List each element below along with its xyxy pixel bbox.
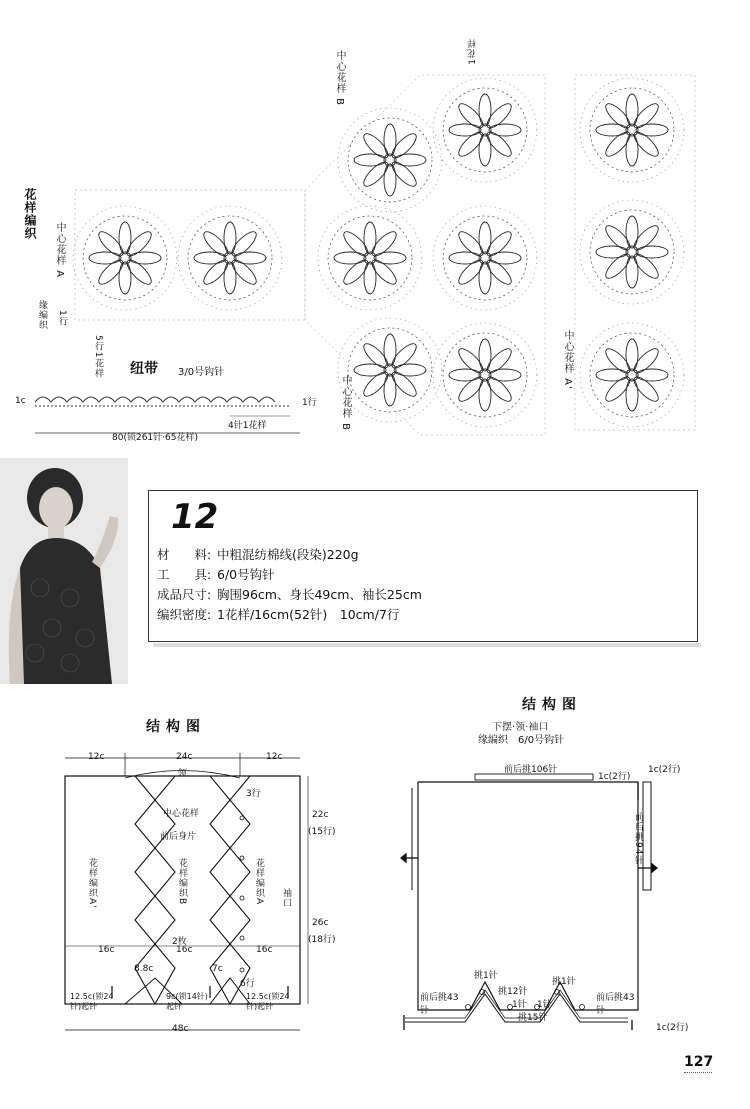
pick-43-right: 前后挑43针: [596, 993, 635, 1016]
gauge-label: 编织密度:: [157, 607, 212, 622]
five-rows-label: 5行1花样: [93, 335, 103, 379]
center-b-top-label: 中心花样 B: [334, 50, 345, 107]
pick-94-label: 前后挑94针: [633, 812, 643, 866]
size-row: [157, 585, 422, 603]
pick-15-label: 挑15针: [518, 1013, 548, 1023]
size-label: 成品尺寸:: [157, 587, 212, 602]
dim-26c: 26c: [312, 918, 329, 928]
start-left-label: 12.5c(锁24针)起针: [70, 992, 114, 1011]
two-pieces-label: 2枚: [172, 937, 187, 947]
edge-knit-label: 缘编织: [37, 300, 47, 330]
material-value: 中粗混纺棉线(段染)220g: [217, 547, 359, 562]
pick-106-label: 前后挑106针: [504, 765, 558, 775]
pick-1-left: 挑1针: [474, 971, 498, 981]
page-number: 127: [684, 1054, 714, 1070]
pattern-b-label: 花样编织B: [177, 858, 187, 906]
button-band-hook: 3/0号钩针: [178, 367, 225, 378]
edge-1row-label: 1行: [57, 310, 67, 327]
dim-24c: 24c: [176, 752, 193, 762]
band-length-label: 80(锁261针·65花样): [112, 433, 198, 443]
mid-16c-right: 16c: [256, 945, 273, 955]
band-1c-b: 1c(2行): [648, 765, 681, 775]
band-1c-a: 1c(2行): [598, 772, 631, 782]
tool-label: 工 具:: [157, 567, 212, 582]
band-1c-c: 1c(2行): [656, 1023, 689, 1033]
pattern-title: 花样编织: [23, 188, 37, 240]
left-diagram-title: 结构图: [146, 719, 206, 735]
gauge-value: 1花样/16cm(52针) 10cm/7行: [217, 607, 400, 622]
pick-1-right: 挑1针: [552, 977, 576, 987]
pick-12-label: 挑12针: [498, 987, 528, 997]
dim-12c-left: 12c: [88, 752, 105, 762]
mid-16c-left: 16c: [98, 945, 115, 955]
dim-22c-rows: (15行): [308, 827, 336, 837]
edge-subtitle-1: 下摆·领·袖口: [492, 722, 549, 733]
band-1row-label: 1行: [302, 398, 317, 408]
gauge-row: [157, 605, 399, 623]
page-number-underline: [684, 1072, 712, 1075]
start-center-label: 9c(锁14针)起针: [166, 992, 208, 1011]
dim-12c-right: 12c: [266, 752, 283, 762]
project-number: 12: [171, 497, 219, 537]
pattern-a-prime-label: 花样编织A': [87, 858, 97, 909]
pick-43-left: 前后挑43针: [420, 993, 459, 1016]
band-4st-label: 4针1花样: [228, 421, 267, 431]
neck-label: 领: [178, 769, 188, 779]
tool-value: 6/0号钩针: [217, 567, 275, 582]
dim-8-8c: 8.8c: [134, 964, 154, 974]
center-a-prime-label: 中心花样 A': [562, 330, 573, 390]
material-label: 材 料:: [157, 547, 212, 562]
rows6-label: 6行: [240, 979, 255, 989]
mid-16c-center: 16c: [176, 945, 193, 955]
dim-22c: 22c: [312, 810, 329, 820]
one-repeat-label: 1花样: [468, 38, 478, 65]
crochet-chart: [0, 40, 750, 450]
project-info-box: [148, 490, 698, 642]
edge-subtitle-2: 缘编织 6/0号钩针: [478, 735, 565, 746]
rows3-label: 3行: [246, 789, 261, 799]
dim-7c: 7c: [212, 964, 223, 974]
button-band-title: 纽带: [130, 361, 158, 377]
dim-48c: 48c: [172, 1024, 189, 1034]
dim-26c-rows: (18行): [308, 935, 336, 945]
model-photo: [0, 458, 128, 684]
front-back-label: 前后身片: [160, 832, 197, 842]
center-pattern-label: 中心花样: [163, 809, 200, 819]
sleeve-label: 袖口: [281, 888, 291, 908]
st-1-left: 1针: [512, 1000, 527, 1010]
center-b-bottom-label: 中心花样 B: [340, 375, 351, 432]
start-right-label: 12.5c(锁24针)起针: [246, 992, 290, 1011]
tool-row: [157, 565, 275, 583]
center-a-label: 中心花样 A: [54, 222, 65, 279]
st-1-right: 1针: [537, 1000, 552, 1010]
pattern-a-label: 花样编织A: [254, 858, 264, 906]
material-row: [157, 545, 359, 563]
size-value: 胸围96cm、身长49cm、袖长25cm: [217, 587, 422, 602]
band-1c-label: 1c: [15, 396, 26, 406]
right-diagram-title: 结构图: [522, 697, 582, 713]
